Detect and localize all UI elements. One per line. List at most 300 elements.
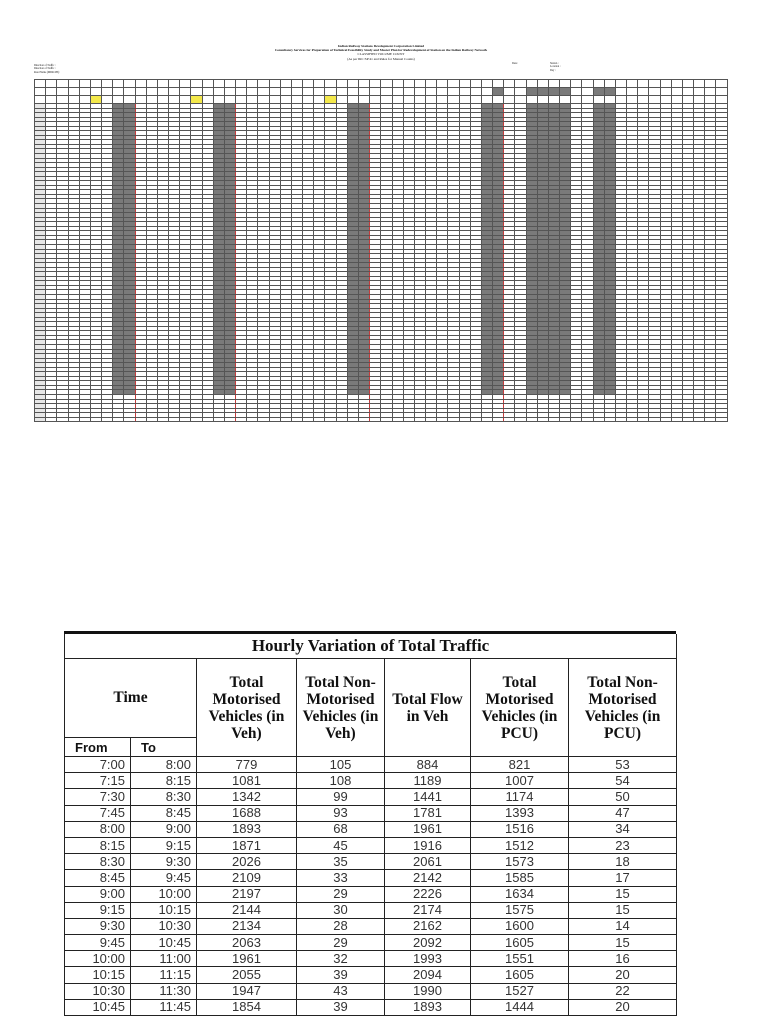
grid-header-cell [224, 88, 235, 96]
grid-cell [381, 417, 392, 422]
table-title: Hourly Variation of Total Traffic [65, 634, 677, 659]
grid-header-cell [694, 88, 705, 96]
grid-header-cell [437, 80, 448, 88]
time-to-cell: 8:45 [131, 805, 197, 821]
table-row [65, 805, 677, 821]
grid-header-cell [627, 88, 638, 96]
total-flow-cell: 2162 [385, 918, 471, 934]
grid-header-cell [46, 96, 57, 104]
time-from-cell: 8:30 [65, 854, 131, 870]
grid-header-cell [649, 96, 660, 104]
mv-pcu-cell: 1573 [471, 854, 569, 870]
mv-pcu-cell: 1174 [471, 789, 569, 805]
to-header: To [131, 738, 197, 757]
grid-header-cell [236, 96, 247, 104]
grid-header-cell [280, 80, 291, 88]
grid-cell [291, 417, 302, 422]
mv-pcu-cell: 1605 [471, 967, 569, 983]
time-to-cell: 10:45 [131, 935, 197, 951]
grid-cell [649, 417, 660, 422]
survey-count-grid [34, 79, 728, 422]
grid-cell [615, 417, 626, 422]
grid-header-row [35, 80, 728, 88]
table-row [65, 773, 677, 789]
grid-header-cell [247, 88, 258, 96]
nmv-veh-cell: 35 [297, 854, 385, 870]
grid-header-cell [537, 96, 548, 104]
nmv-veh-cell: 29 [297, 886, 385, 902]
col-header-mv-veh: Total Motorised Vehicles (in Veh) [197, 659, 297, 757]
sheet-right-meta [550, 62, 561, 72]
grid-cell [571, 417, 582, 422]
grid-header-row [35, 88, 728, 96]
time-from-cell: 9:45 [65, 935, 131, 951]
grid-header-cell [202, 96, 213, 104]
sheet-meta-line: Road Name (MDR-SH) : [34, 70, 61, 74]
grid-header-cell [481, 80, 492, 88]
nmv-pcu-cell: 23 [569, 837, 677, 853]
grid-header-cell [191, 96, 202, 104]
total-flow-cell: 2094 [385, 967, 471, 983]
time-to-cell: 11:00 [131, 951, 197, 967]
grid-cell [314, 417, 325, 422]
grid-header-cell [157, 96, 168, 104]
grid-cell [169, 417, 180, 422]
col-header-total-flow: Total Flow in Veh [385, 659, 471, 757]
grid-cell [627, 417, 638, 422]
sheet-meta-line: Direction of Traffic : [34, 64, 56, 67]
nmv-veh-cell: 33 [297, 870, 385, 886]
grid-header-cell [638, 96, 649, 104]
time-from-cell: 7:15 [65, 773, 131, 789]
grid-header-cell [358, 80, 369, 88]
grid-header-cell [437, 88, 448, 96]
mv-pcu-cell: 1634 [471, 886, 569, 902]
grid-header-cell [291, 96, 302, 104]
table-row [65, 951, 677, 967]
time-to-cell: 8:00 [131, 757, 197, 773]
mv-pcu-cell: 1512 [471, 837, 569, 853]
table-row [65, 837, 677, 853]
grid-cell [202, 417, 213, 422]
grid-header-cell [638, 88, 649, 96]
mv-veh-cell: 1947 [197, 983, 297, 999]
time-to-cell: 11:30 [131, 983, 197, 999]
hourly-variation-table [64, 634, 677, 1016]
grid-header-cell [135, 96, 146, 104]
grid-header-cell [426, 96, 437, 104]
grid-cell [414, 417, 425, 422]
grid-cell [280, 417, 291, 422]
grid-cell [694, 417, 705, 422]
grid-header-cell [247, 80, 258, 88]
col-header-mv-pcu: Total Motorised Vehicles (in PCU) [471, 659, 569, 757]
grid-header-cell [269, 80, 280, 88]
total-flow-cell: 2142 [385, 870, 471, 886]
grid-header-cell [336, 96, 347, 104]
grid-header-cell [303, 80, 314, 88]
sheet-meta-line: Date : [512, 62, 519, 65]
grid-header-cell [291, 80, 302, 88]
grid-cell [135, 417, 146, 422]
grid-header-cell [615, 96, 626, 104]
from-header: From [65, 738, 131, 757]
grid-header-cell [180, 88, 191, 96]
sheet-survey-subtitle: (As per IRC:SP:41 and Rules for Manual Counts) [347, 56, 415, 61]
grid-header-cell [258, 88, 269, 96]
nmv-pcu-cell: 16 [569, 951, 677, 967]
time-from-cell: 7:30 [65, 789, 131, 805]
grid-header-cell [682, 96, 693, 104]
grid-cell [582, 417, 593, 422]
grid-header-cell [280, 88, 291, 96]
grid-cell [593, 417, 604, 422]
grid-header-cell [459, 96, 470, 104]
grid-cell [437, 417, 448, 422]
mv-pcu-cell: 1393 [471, 805, 569, 821]
nmv-pcu-cell: 47 [569, 805, 677, 821]
nmv-veh-cell: 29 [297, 935, 385, 951]
grid-header-cell [370, 80, 381, 88]
grid-header-cell [437, 96, 448, 104]
nmv-veh-cell: 68 [297, 821, 385, 837]
table-row [65, 854, 677, 870]
grid-header-cell [548, 80, 559, 88]
grid-header-cell [191, 88, 202, 96]
grid-header-cell [124, 88, 135, 96]
time-to-cell: 10:30 [131, 918, 197, 934]
grid-cell [392, 417, 403, 422]
grid-cell [682, 417, 693, 422]
grid-cell [102, 417, 113, 422]
mv-veh-cell: 2134 [197, 918, 297, 934]
grid-header-cell [79, 96, 90, 104]
grid-cell [46, 417, 57, 422]
nmv-veh-cell: 105 [297, 757, 385, 773]
grid-cell [459, 417, 470, 422]
grid-header-cell [671, 88, 682, 96]
nmv-veh-cell: 32 [297, 951, 385, 967]
table-row [65, 886, 677, 902]
grid-header-cell [638, 80, 649, 88]
mv-veh-cell: 2144 [197, 902, 297, 918]
time-to-cell: 8:15 [131, 773, 197, 789]
mv-pcu-cell: 821 [471, 757, 569, 773]
grid-header-cell [336, 88, 347, 96]
grid-header-cell [35, 80, 46, 88]
mv-pcu-cell: 1600 [471, 918, 569, 934]
grid-header-cell [615, 80, 626, 88]
grid-header-cell [392, 80, 403, 88]
grid-header-cell [314, 96, 325, 104]
nmv-pcu-cell: 20 [569, 999, 677, 1015]
grid-cell [426, 417, 437, 422]
grid-header-cell [459, 80, 470, 88]
grid-header-cell [414, 80, 425, 88]
grid-header-cell [403, 96, 414, 104]
grid-header-cell [515, 96, 526, 104]
grid-header-cell [548, 88, 559, 96]
time-from-cell: 10:15 [65, 967, 131, 983]
nmv-pcu-cell: 18 [569, 854, 677, 870]
nmv-pcu-cell: 50 [569, 789, 677, 805]
grid-header-cell [90, 88, 101, 96]
grid-header-cell [79, 88, 90, 96]
table-row [65, 918, 677, 934]
grid-header-cell [448, 88, 459, 96]
sheet-meta-line: Day : [550, 68, 556, 72]
grid-header-cell [224, 96, 235, 104]
time-to-cell: 9:30 [131, 854, 197, 870]
grid-header-cell [347, 88, 358, 96]
grid-header-cell [113, 88, 124, 96]
grid-cell [671, 417, 682, 422]
grid-header-cell [370, 96, 381, 104]
grid-header-cell [146, 80, 157, 88]
grid-cell [716, 417, 728, 422]
mv-veh-cell: 779 [197, 757, 297, 773]
grid-header-cell [504, 80, 515, 88]
grid-header-cell [604, 80, 615, 88]
grid-cell [90, 417, 101, 422]
grid-header-cell [57, 96, 68, 104]
grid-header-cell [314, 80, 325, 88]
grid-cell [258, 417, 269, 422]
nmv-veh-cell: 39 [297, 999, 385, 1015]
grid-header-cell [35, 88, 46, 96]
sheet-date-meta [512, 62, 518, 65]
grid-header-cell [146, 96, 157, 104]
mv-veh-cell: 2026 [197, 854, 297, 870]
grid-header-cell [358, 96, 369, 104]
time-to-cell: 11:15 [131, 967, 197, 983]
time-from-cell: 7:00 [65, 757, 131, 773]
grid-header-cell [381, 88, 392, 96]
grid-cell [604, 417, 615, 422]
grid-cell [370, 417, 381, 422]
grid-header-cell [135, 80, 146, 88]
grid-cell [347, 417, 358, 422]
grid-header-cell [57, 80, 68, 88]
table-row [65, 983, 677, 999]
grid-header-cell [515, 80, 526, 88]
grid-cell [247, 417, 258, 422]
grid-header-cell [169, 96, 180, 104]
nmv-veh-cell: 28 [297, 918, 385, 934]
grid-header-cell [593, 96, 604, 104]
total-flow-cell: 1441 [385, 789, 471, 805]
time-from-cell: 9:30 [65, 918, 131, 934]
grid-header-cell [582, 96, 593, 104]
grid-header-cell [347, 80, 358, 88]
time-from-cell: 10:00 [65, 951, 131, 967]
grid-header-cell [224, 80, 235, 88]
col-header-nmv-pcu: Total Non-Motorised Vehicles (in PCU) [569, 659, 677, 757]
col-header-nmv-veh: Total Non-Motorised Vehicles (in Veh) [297, 659, 385, 757]
mv-pcu-cell: 1527 [471, 983, 569, 999]
grid-header-cell [213, 88, 224, 96]
mv-pcu-cell: 1551 [471, 951, 569, 967]
grid-header-cell [593, 80, 604, 88]
nmv-veh-cell: 99 [297, 789, 385, 805]
grid-header-cell [336, 80, 347, 88]
grid-header-cell [481, 96, 492, 104]
grid-header-cell [180, 96, 191, 104]
table-row [65, 999, 677, 1015]
grid-header-cell [68, 88, 79, 96]
grid-header-cell [191, 80, 202, 88]
sheet-left-meta [34, 64, 60, 74]
grid-header-cell [660, 80, 671, 88]
sheet-org-title: Indian Railway Stations Development Corporation Limited [338, 44, 424, 48]
total-flow-cell: 1961 [385, 821, 471, 837]
grid-header-cell [180, 80, 191, 88]
grid-header-cell [604, 88, 615, 96]
nmv-veh-cell: 30 [297, 902, 385, 918]
grid-header-cell [694, 80, 705, 88]
nmv-veh-cell: 108 [297, 773, 385, 789]
grid-cell [224, 417, 235, 422]
survey-sheet-thumbnail [34, 44, 728, 334]
grid-header-cell [291, 88, 302, 96]
grid-header-cell [46, 88, 57, 96]
nmv-pcu-cell: 15 [569, 886, 677, 902]
grid-cell [213, 417, 224, 422]
mv-pcu-cell: 1605 [471, 935, 569, 951]
grid-cell [35, 417, 46, 422]
mv-veh-cell: 2109 [197, 870, 297, 886]
total-flow-cell: 2226 [385, 886, 471, 902]
grid-header-cell [370, 88, 381, 96]
grid-header-cell [448, 96, 459, 104]
grid-header-cell [682, 80, 693, 88]
grid-header-cell [325, 88, 336, 96]
grid-cell [180, 417, 191, 422]
nmv-pcu-cell: 54 [569, 773, 677, 789]
grid-header-cell [526, 80, 537, 88]
grid-header-cell [414, 96, 425, 104]
total-flow-cell: 1893 [385, 999, 471, 1015]
grid-cell [515, 417, 526, 422]
grid-cell [68, 417, 79, 422]
grid-cell [560, 417, 571, 422]
grid-header-cell [157, 88, 168, 96]
grid-header-cell [381, 96, 392, 104]
grid-cell [638, 417, 649, 422]
time-from-cell: 7:45 [65, 805, 131, 821]
time-from-cell: 8:15 [65, 837, 131, 853]
grid-header-row [35, 96, 728, 104]
grid-header-cell [202, 88, 213, 96]
grid-header-cell [571, 80, 582, 88]
grid-header-cell [124, 80, 135, 88]
grid-header-cell [314, 88, 325, 96]
grid-header-cell [113, 80, 124, 88]
grid-cell [57, 417, 68, 422]
time-to-cell: 8:30 [131, 789, 197, 805]
nmv-pcu-cell: 15 [569, 935, 677, 951]
mv-pcu-cell: 1575 [471, 902, 569, 918]
grid-header-cell [682, 88, 693, 96]
grid-header-cell [280, 96, 291, 104]
sheet-survey-title: CLASSIFIED VOLUME COUNT [357, 52, 405, 57]
grid-cell [236, 417, 247, 422]
grid-cell [537, 417, 548, 422]
sheet-meta-line: Station : [550, 62, 559, 65]
grid-header-cell [236, 88, 247, 96]
grid-header-cell [504, 88, 515, 96]
grid-cell [113, 417, 124, 422]
grid-header-cell [493, 80, 504, 88]
grid-header-cell [258, 96, 269, 104]
grid-header-cell [582, 80, 593, 88]
time-to-cell: 11:45 [131, 999, 197, 1015]
time-to-cell: 10:15 [131, 902, 197, 918]
grid-header-cell [526, 88, 537, 96]
time-header: Time [65, 659, 197, 738]
total-flow-cell: 1189 [385, 773, 471, 789]
grid-header-cell [493, 88, 504, 96]
grid-header-cell [671, 96, 682, 104]
total-flow-cell: 1993 [385, 951, 471, 967]
nmv-veh-cell: 93 [297, 805, 385, 821]
time-from-cell: 8:45 [65, 870, 131, 886]
mv-veh-cell: 1871 [197, 837, 297, 853]
mv-veh-cell: 1961 [197, 951, 297, 967]
mv-veh-cell: 1854 [197, 999, 297, 1015]
grid-header-cell [705, 88, 716, 96]
grid-header-cell [269, 88, 280, 96]
grid-header-cell [615, 88, 626, 96]
grid-header-cell [157, 80, 168, 88]
mv-pcu-cell: 1585 [471, 870, 569, 886]
time-to-cell: 9:00 [131, 821, 197, 837]
grid-header-cell [247, 96, 258, 104]
grid-header-cell [236, 80, 247, 88]
grid-header-cell [716, 96, 728, 104]
table-row [65, 935, 677, 951]
grid-header-cell [526, 96, 537, 104]
grid-header-cell [79, 80, 90, 88]
grid-header-cell [470, 88, 481, 96]
grid-header-cell [303, 96, 314, 104]
grid-header-cell [694, 96, 705, 104]
grid-header-cell [448, 80, 459, 88]
grid-cell [705, 417, 716, 422]
time-from-cell: 8:00 [65, 821, 131, 837]
total-flow-cell: 2174 [385, 902, 471, 918]
total-flow-cell: 1916 [385, 837, 471, 853]
grid-header-cell [381, 80, 392, 88]
grid-header-cell [35, 96, 46, 104]
grid-header-cell [414, 88, 425, 96]
grid-header-cell [57, 88, 68, 96]
mv-veh-cell: 2063 [197, 935, 297, 951]
grid-header-cell [68, 80, 79, 88]
table-row [65, 821, 677, 837]
grid-header-cell [90, 80, 101, 88]
grid-header-cell [548, 96, 559, 104]
mv-veh-cell: 2197 [197, 886, 297, 902]
time-from-cell: 10:45 [65, 999, 131, 1015]
grid-header-cell [303, 88, 314, 96]
nmv-veh-cell: 45 [297, 837, 385, 853]
grid-cell [504, 417, 515, 422]
grid-cell [269, 417, 280, 422]
grid-header-cell [102, 96, 113, 104]
time-from-cell: 9:15 [65, 902, 131, 918]
grid-header-cell [649, 80, 660, 88]
